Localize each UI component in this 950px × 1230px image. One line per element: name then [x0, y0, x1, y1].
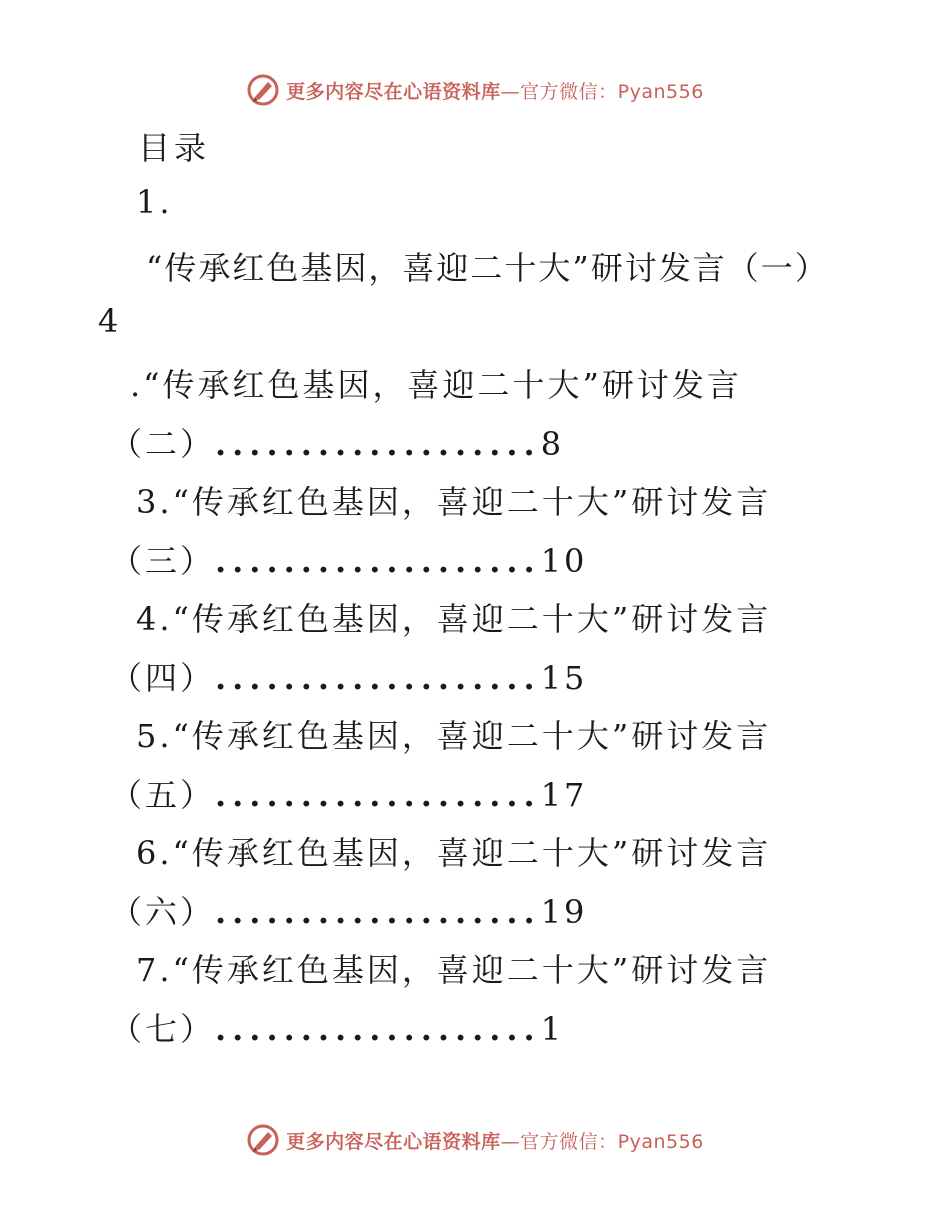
banner-separator: —	[500, 80, 521, 103]
toc-entry-4-page: 15	[540, 659, 588, 697]
toc-entry-7-leader: ...................	[215, 1010, 541, 1048]
toc-entry-7-page: 1	[540, 1010, 565, 1048]
toc-entry-4-title: 4.“传承红色基因，喜迎二十大”研讨发言	[136, 600, 772, 638]
toc-entry-1-title: “传承红色基因，喜迎二十大”研讨发言（一）	[146, 249, 829, 287]
toc-entry-2-num: （二）	[110, 425, 216, 463]
pen-logo-icon	[246, 73, 280, 107]
banner-tail-text: 官方微信：Pyan556	[520, 80, 704, 103]
banner-main-text: 更多内容尽在心语资料库	[286, 80, 501, 103]
toc-entry-5-leader: ...................	[215, 776, 541, 814]
banner-text	[286, 1127, 704, 1154]
toc-entry-4-tail	[110, 653, 587, 699]
toc-entry-1-number: 1.	[136, 183, 173, 221]
toc-entry-3-page: 10	[540, 542, 588, 580]
toc-entry-3-leader: ...................	[215, 542, 541, 580]
pen-logo-icon	[246, 1123, 280, 1157]
toc-entry-3-num: （三）	[110, 542, 216, 580]
banner-text	[286, 77, 704, 104]
toc-entry-4-leader: ...................	[215, 659, 541, 697]
toc-entry-6-num: （六）	[110, 893, 216, 931]
toc-entry-5-title: 5.“传承红色基因，喜迎二十大”研讨发言	[136, 717, 772, 755]
toc-entry-5-page: 17	[540, 776, 588, 814]
toc-entry-5-tail	[110, 770, 587, 816]
banner-main-text: 更多内容尽在心语资料库	[286, 1130, 501, 1153]
toc-entry-2-title: .“传承红色基因，喜迎二十大”研讨发言	[130, 366, 742, 404]
toc-entry-6-leader: ...................	[215, 893, 541, 931]
header-banner	[0, 70, 950, 110]
toc-entry-6-title: 6.“传承红色基因，喜迎二十大”研讨发言	[136, 834, 772, 872]
toc-entry-2-page: 8	[540, 425, 565, 463]
toc-entry-1-page: 4	[98, 302, 122, 340]
toc-entry-4-num: （四）	[110, 659, 216, 697]
toc-entry-7-num: （七）	[110, 1010, 216, 1048]
toc-entry-7-title: 7.“传承红色基因，喜迎二十大”研讨发言	[136, 951, 772, 989]
banner-tail-text: 官方微信：Pyan556	[520, 1130, 704, 1153]
toc-entry-6-tail	[110, 887, 587, 933]
toc-title: 目录	[138, 129, 211, 167]
toc-entry-6-page: 19	[540, 893, 588, 931]
toc-entry-2-leader: ...................	[215, 425, 541, 463]
toc-entry-7-tail	[110, 1004, 564, 1050]
banner-separator: —	[500, 1130, 521, 1153]
toc-entry-2-tail	[110, 419, 564, 465]
toc-entry-3-title: 3.“传承红色基因，喜迎二十大”研讨发言	[136, 483, 772, 521]
toc-entry-5-num: （五）	[110, 776, 216, 814]
toc-entry-3-tail	[110, 536, 587, 582]
footer-banner	[0, 1120, 950, 1160]
